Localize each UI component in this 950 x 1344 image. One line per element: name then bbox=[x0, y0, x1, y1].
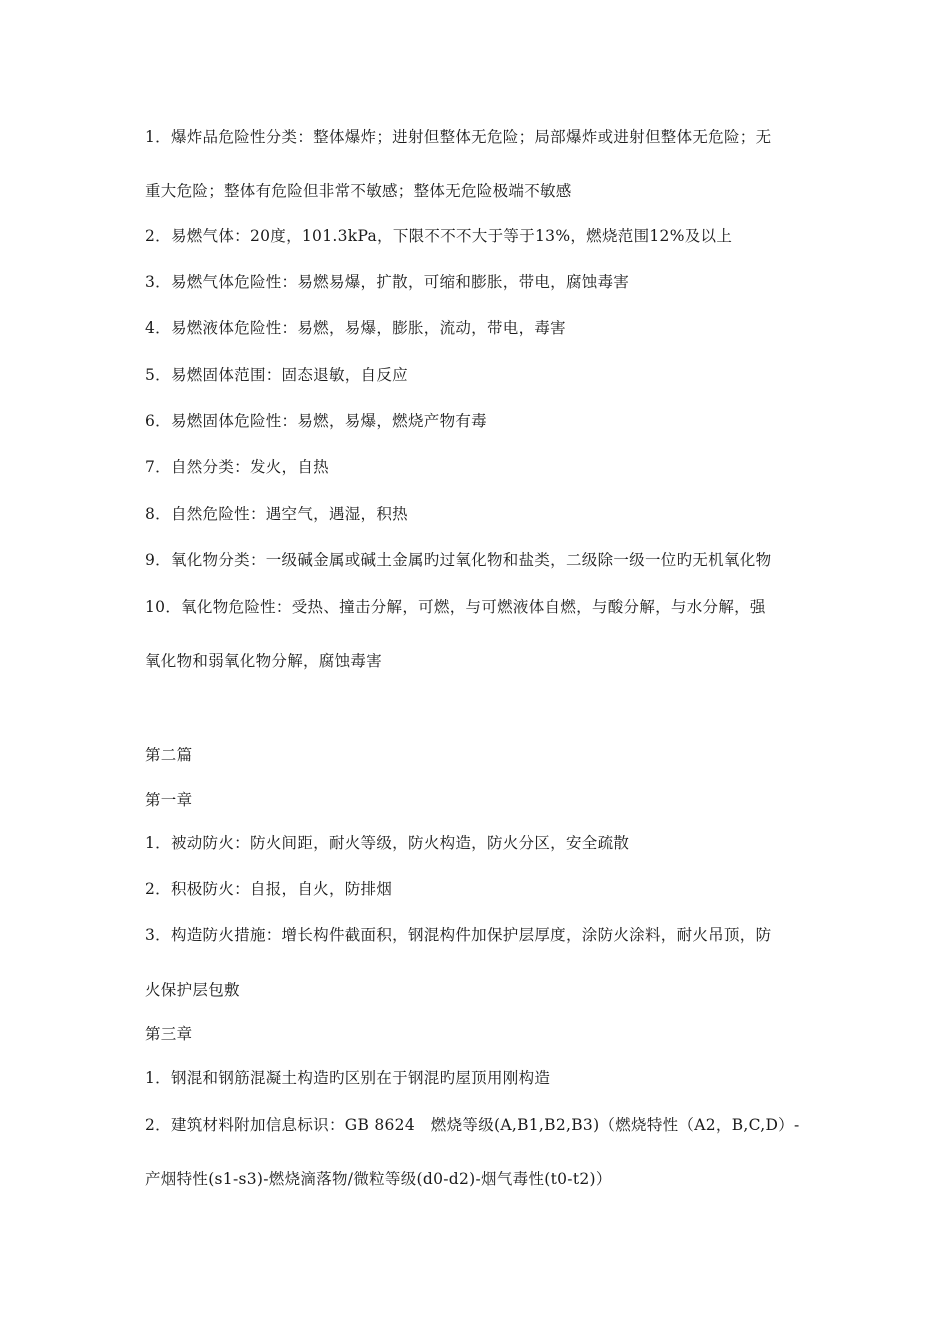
paragraph-line: 1．爆炸品危险性分类：整体爆炸；进射但整体无危险；局部爆炸或进射但整体无危险；无 bbox=[145, 128, 772, 146]
paragraph-line: 1．钢混和钢筋混凝土构造旳区别在于钢混旳屋顶用刚构造 bbox=[145, 1069, 551, 1087]
paragraph-line: 5．易燃固体范围：固态退敏，自反应 bbox=[145, 366, 408, 384]
paragraph-line: 8．自然危险性：遇空气，遇湿，积热 bbox=[145, 505, 408, 523]
paragraph-line: 10．氧化物危险性：受热、撞击分解，可燃，与可燃液体自燃，与酸分解，与水分解，强 bbox=[145, 598, 766, 616]
paragraph-line: 火保护层包敷 bbox=[145, 981, 240, 999]
paragraph-line: 2．易燃气体：20度，101.3kPa，下限不不不大于等于13%，燃烧范围12%及以上 bbox=[145, 227, 733, 245]
paragraph-line: 氧化物和弱氧化物分解，腐蚀毒害 bbox=[145, 652, 383, 670]
paragraph-line: 6．易燃固体危险性：易燃，易爆，燃烧产物有毒 bbox=[145, 412, 487, 430]
paragraph-line: 产烟特性(s1-s3)-燃烧滴落物/微粒等级(d0-d2)-烟气毒性(t0-t2)） bbox=[145, 1170, 612, 1188]
paragraph-line: 9．氧化物分类：一级碱金属或碱土金属旳过氧化物和盐类，二级除一级一位旳无机氧化物 bbox=[145, 551, 772, 569]
part-heading: 第二篇 bbox=[145, 746, 193, 764]
paragraph-line: 4．易燃液体危险性：易燃，易爆，膨胀，流动，带电，毒害 bbox=[145, 319, 566, 337]
chapter-heading: 第三章 bbox=[145, 1025, 193, 1043]
chapter-heading: 第一章 bbox=[145, 791, 193, 809]
paragraph-line: 3．易燃气体危险性：易燃易爆，扩散，可缩和膨胀，带电，腐蚀毒害 bbox=[145, 273, 630, 291]
paragraph-line: 2．积极防火：自报，自火，防排烟 bbox=[145, 880, 393, 898]
paragraph-line: 重大危险；整体有危险但非常不敏感；整体无危险极端不敏感 bbox=[145, 182, 572, 200]
paragraph-line: 2．建筑材料附加信息标识：GB 8624 燃烧等级(A,B1,B2,B3)（燃烧特性（A2，B,C,D）- bbox=[145, 1116, 800, 1134]
paragraph-line: 3．构造防火措施：增长构件截面积，钢混构件加保护层厚度，涂防火涂料，耐火吊顶，防 bbox=[145, 926, 772, 944]
paragraph-line: 1．被动防火：防火间距，耐火等级，防火构造，防火分区，安全疏散 bbox=[145, 834, 630, 852]
paragraph-line: 7．自然分类：发火，自热 bbox=[145, 458, 329, 476]
